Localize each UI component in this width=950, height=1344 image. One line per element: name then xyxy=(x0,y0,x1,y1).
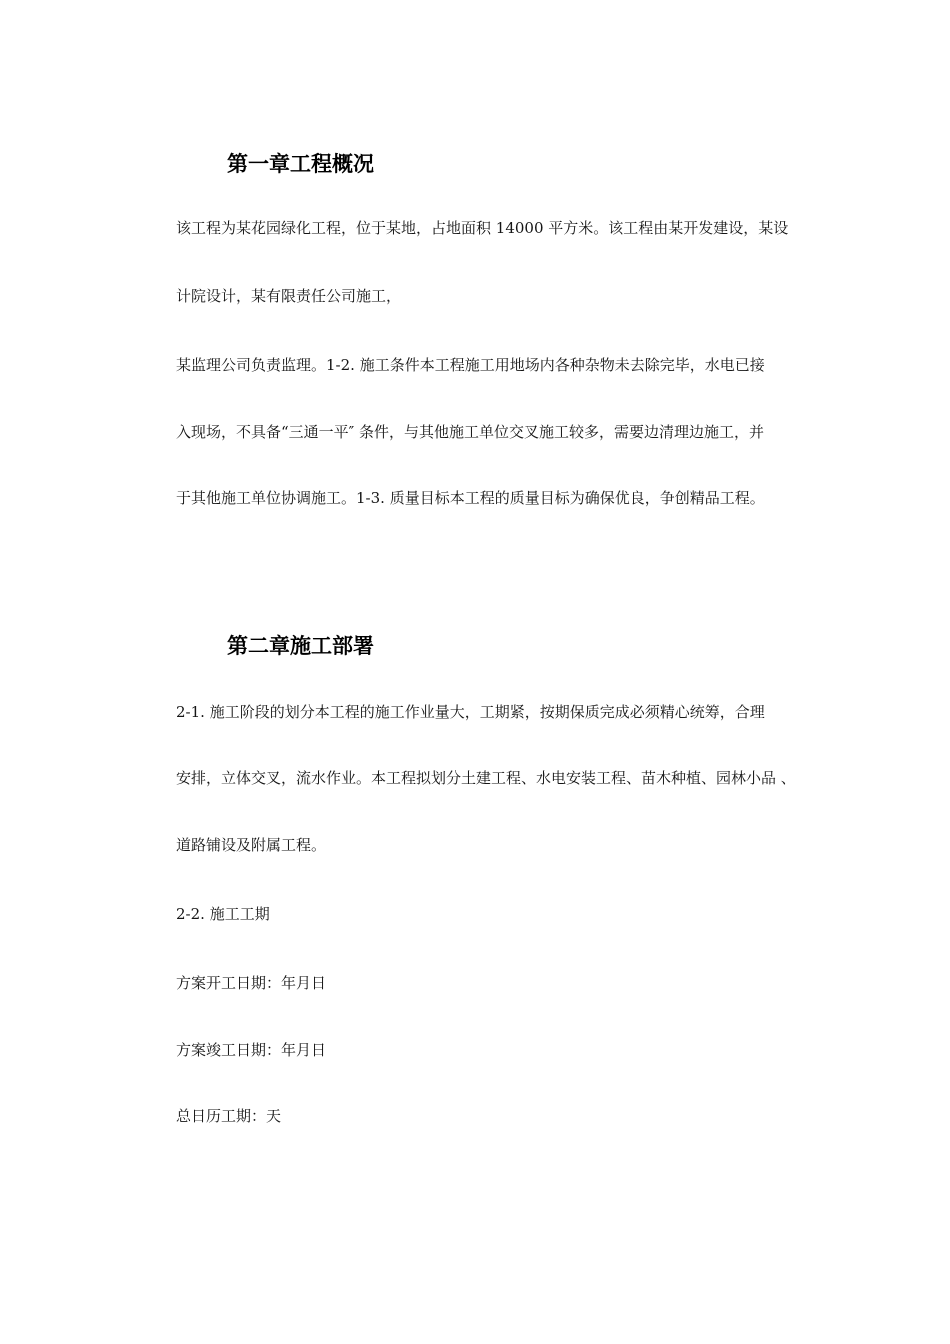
chapter-2-line: 总日历工期：天 xyxy=(176,1107,282,1125)
chapter-2-line: 方案竣工日期：年月日 xyxy=(176,1041,327,1059)
chapter-2-title: 第二章施工部署 xyxy=(227,634,374,658)
chapter-2-line: 道路铺设及附属工程。 xyxy=(176,836,327,854)
chapter-1-title: 第一章工程概况 xyxy=(227,152,374,176)
chapter-1-line: 于其他施工单位协调施工。1-3. 质量目标本工程的质量目标为确保优良，争创精品工程。 xyxy=(176,489,765,507)
chapter-1-line: 入现场，不具备“三通一平″ 条件，与其他施工单位交叉施工较多，需要边清理边施工，并 xyxy=(176,423,765,441)
chapter-2-line: 2-2. 施工工期 xyxy=(176,905,270,923)
chapter-2-line: 2-1. 施工阶段的划分本工程的施工作业量大，工期紧，按期保质完成必须精心统筹，合理 xyxy=(176,703,765,721)
chapter-1-line: 计院设计，某有限责任公司施工， xyxy=(176,287,402,305)
chapter-2-line: 安排，立体交叉，流水作业。本工程拟划分土建工程、水电安装工程、苗木种植、园林小品 、 xyxy=(176,769,796,787)
chapter-1-line: 该工程为某花园绿化工程，位于某地，占地面积 14000 平方米。该工程由某开发建设，某设 xyxy=(176,219,789,237)
chapter-2-line: 方案开工日期：年月日 xyxy=(176,974,327,992)
chapter-1-line: 某监理公司负责监理。1-2. 施工条件本工程施工用地场内各种杂物未去除完毕，水电已接 xyxy=(176,356,765,374)
